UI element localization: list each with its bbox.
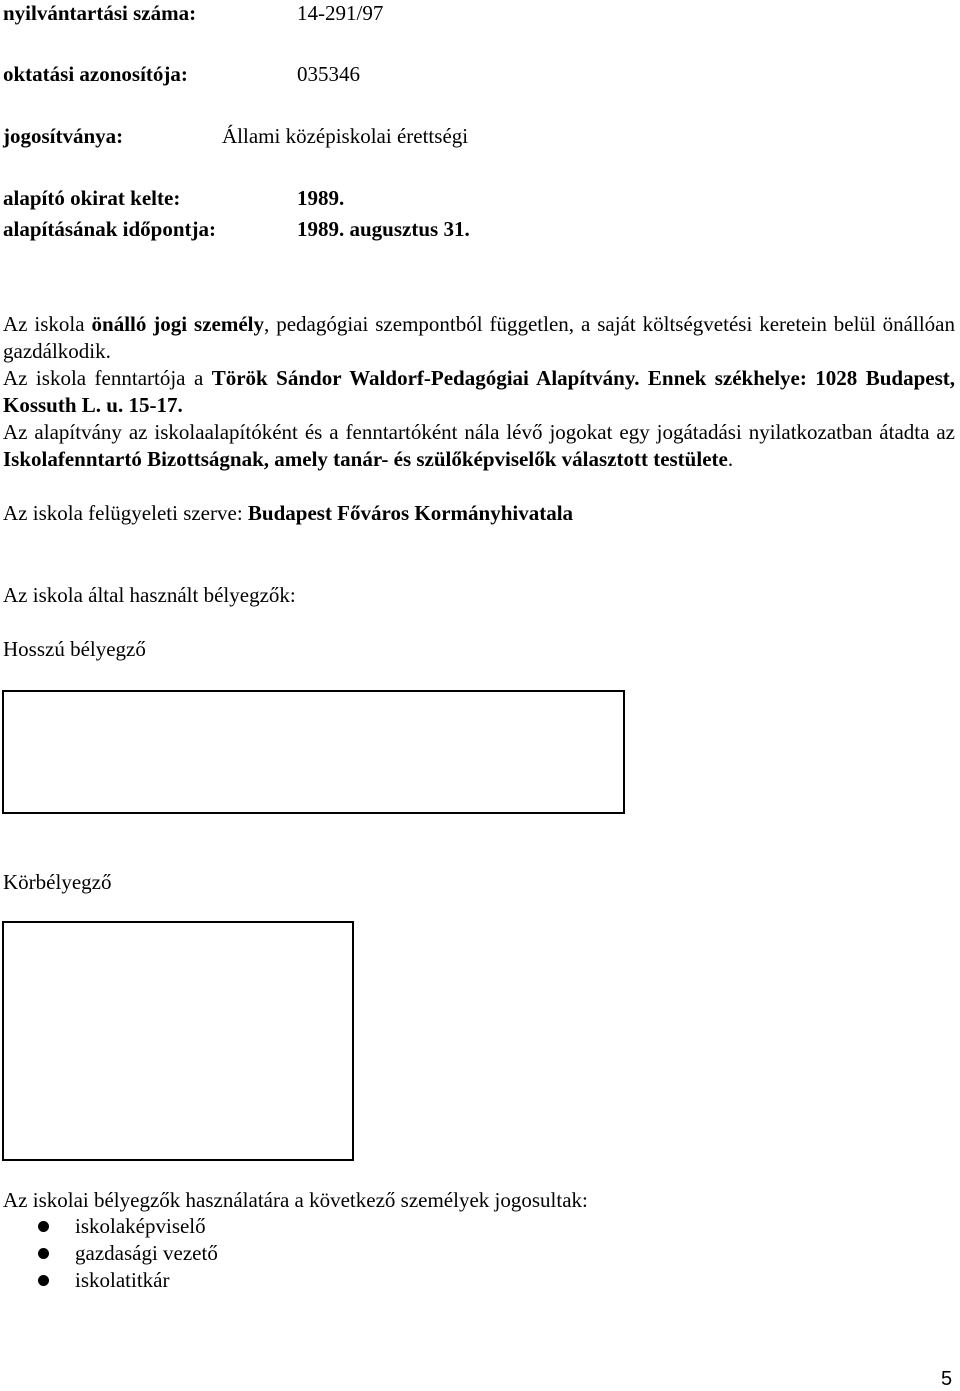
round-stamp-box bbox=[2, 921, 354, 1161]
founding-date-value: 1989. augusztus 31. bbox=[297, 217, 470, 241]
paragraph-maintainer bbox=[3, 365, 955, 419]
list-item-label: iskolaképviselő bbox=[75, 1214, 206, 1238]
para3-text-a: Az alapítvány az iskolaalapítóként és a fenntartóként nála lévő jogokat egy jogátadási nyilatkozatban átadta az bbox=[3, 420, 955, 444]
stamps-heading: Az iskola által használt bélyegzők: bbox=[3, 583, 296, 607]
license-value: Állami középiskolai érettségi bbox=[222, 124, 469, 148]
education-id-label: oktatási azonosítója: bbox=[3, 62, 188, 86]
list-item bbox=[0, 1240, 218, 1267]
list-item-label: gazdasági vezető bbox=[75, 1241, 218, 1265]
registration-number-value: 14-291/97 bbox=[297, 1, 384, 25]
para2-text-a: Az iskola fenntartója a bbox=[3, 366, 212, 390]
para2-text-bold: Török Sándor Waldorf-Pedagógiai Alapítvány. Ennek székhelye: 1028 Budapest, Kossuth L. u. 15-17. bbox=[3, 366, 956, 417]
para4-text-bold: Budapest Főváros Kormányhivatala bbox=[247, 501, 574, 525]
list-item-label: iskolatitkár bbox=[75, 1268, 170, 1292]
founding-charter-value: 1989. bbox=[297, 186, 345, 210]
paragraph-supervisory-body bbox=[3, 500, 955, 527]
para1-text-a: Az iskola bbox=[3, 312, 92, 336]
list-item bbox=[0, 1213, 218, 1240]
paragraph-legal-status bbox=[3, 311, 955, 365]
para1-text-c: , pedagógiai szempontból független, a saját költségvetési keretein belül önállóan gazdálkodik. bbox=[3, 312, 955, 363]
page-number: 5 bbox=[941, 1368, 953, 1390]
para1-text-bold: önálló jogi személy bbox=[91, 312, 265, 336]
paragraph-foundation-rights bbox=[3, 419, 955, 473]
bullet-icon bbox=[38, 1248, 49, 1259]
bullet-icon bbox=[38, 1221, 49, 1232]
authorized-heading: Az iskolai bélyegzők használatára a következő személyek jogosultak: bbox=[3, 1188, 588, 1212]
para3-text-c: . bbox=[727, 447, 734, 471]
round-stamp-label: Körbélyegző bbox=[3, 870, 112, 894]
long-stamp-label: Hosszú bélyegző bbox=[3, 637, 146, 661]
license-label: jogosítványa: bbox=[3, 124, 124, 148]
founding-charter-label: alapító okirat kelte: bbox=[3, 186, 181, 210]
founding-date-label: alapításának időpontja: bbox=[3, 217, 216, 241]
registration-number-label: nyilvántartási száma: bbox=[3, 1, 197, 25]
para3-text-bold: Iskolafenntartó Bizottságnak, amely tanár- és szülőképviselők választott testülete bbox=[3, 447, 728, 471]
authorized-list bbox=[0, 1213, 218, 1294]
para4-text-a: Az iskola felügyeleti szerve: bbox=[3, 501, 248, 525]
list-item bbox=[0, 1267, 218, 1294]
education-id-value: 035346 bbox=[297, 62, 360, 86]
long-stamp-box bbox=[2, 690, 625, 814]
bullet-icon bbox=[38, 1275, 49, 1286]
